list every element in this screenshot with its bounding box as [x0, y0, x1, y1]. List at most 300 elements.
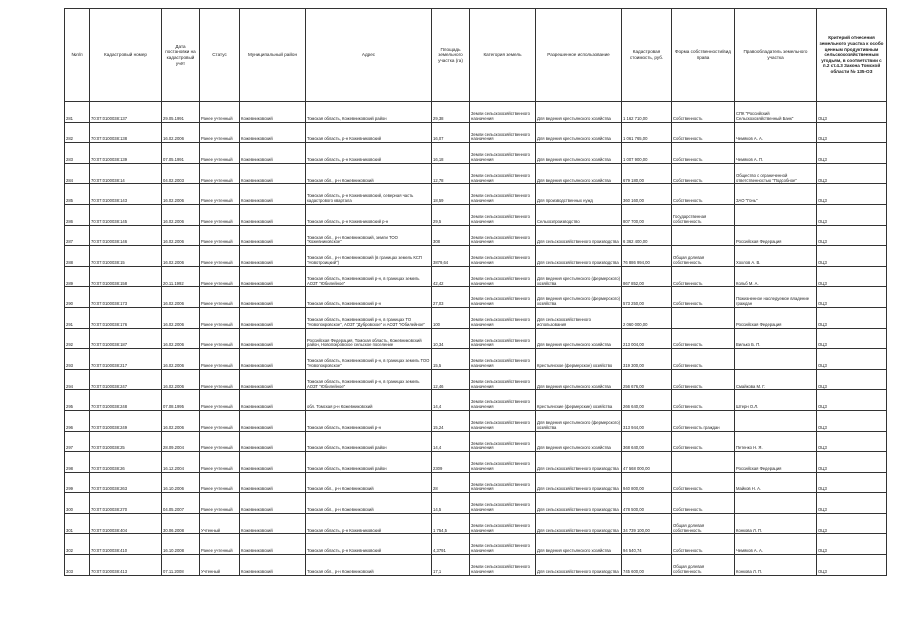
cell-land-category: Земли сельскохозяйственного назначения — [470, 266, 536, 287]
cell-criterion: ОЦЗ — [817, 513, 887, 534]
cell-number: 287 — [65, 225, 90, 246]
cell-cadastral-value: 6 362 400,00 — [622, 225, 672, 246]
cell-owner: Российская Федерация — [735, 452, 817, 473]
cell-status: Учтенный — [200, 513, 240, 534]
cell-cadastral-number: 70:07:0100038:410 — [90, 534, 162, 555]
cell-owner: Майков Н. А. — [735, 472, 817, 493]
cell-permitted-use: Для сельскохозяйственного использования — [536, 307, 622, 328]
cell-number: 301 — [65, 513, 90, 534]
cell-district: Кожевниковский — [240, 143, 306, 164]
cell-cadastral-value: 368 640,00 — [622, 431, 672, 452]
cell-number: 300 — [65, 493, 90, 514]
table-row — [65, 266, 887, 287]
cell-registration-date: 16.02.2006 — [162, 349, 200, 370]
cell-address: Томская область, Кожевниковский р-н, в границах земель ТОО "Новопокровское" — [306, 349, 432, 370]
cell-criterion: ОЦЗ — [817, 143, 887, 164]
cell-ownership — [672, 452, 735, 473]
cell-number: 288 — [65, 246, 90, 267]
cell-status: Ранее учтенный — [200, 431, 240, 452]
cell-cadastral-number: 70:07:0100038:247 — [90, 369, 162, 390]
cell-permitted-use: Для ведения крестьянского хозяйства — [536, 369, 622, 390]
cell-land-category: Земли сельскохозяйственного назначения — [470, 472, 536, 493]
cell-land-category: Земли сельскохозяйственного назначения — [470, 369, 536, 390]
cell-area: 16,18 — [432, 143, 470, 164]
cell-land-category: Земли сельскохозяйственного назначения — [470, 102, 536, 123]
cell-land-category: Земли сельскохозяйственного назначения — [470, 513, 536, 534]
land-parcels-table — [64, 8, 887, 576]
cell-status: Ранее учтенный — [200, 390, 240, 411]
cell-criterion: ОЦЗ — [817, 328, 887, 349]
cell-owner: Конкова Л. П. — [735, 513, 817, 534]
cell-ownership: Собственность — [672, 122, 735, 143]
cell-district: Кожевниковский — [240, 246, 306, 267]
cell-status: Ранее учтенный — [200, 534, 240, 555]
cell-cadastral-value: 76 886 994,00 — [622, 246, 672, 267]
cell-land-category: Земли сельскохозяйственного назначения — [470, 225, 536, 246]
table-header-row — [65, 9, 887, 102]
cell-owner: Общество с ограниченной ответственностью "Подсобное" — [735, 163, 817, 184]
cell-permitted-use: Для сельскохозяйственного производства — [536, 225, 622, 246]
cell-district: Кожевниковский — [240, 163, 306, 184]
cell-registration-date: 16.02.2006 — [162, 328, 200, 349]
cell-address: Томская область, р-н Кожевниковский, северная часть кадастрового квартала — [306, 184, 432, 205]
cell-cadastral-value: 807 700,00 — [622, 204, 672, 225]
cell-land-category: Земли сельскохозяйственного назначения — [470, 143, 536, 164]
cell-cadastral-value: 47 568 000,00 — [622, 452, 672, 473]
cell-area: 12,78 — [432, 163, 470, 184]
cell-number: 282 — [65, 122, 90, 143]
cell-area: 28 — [432, 472, 470, 493]
cell-owner: ЗАО "Гонь" — [735, 184, 817, 205]
cell-number: 297 — [65, 431, 90, 452]
cell-district: Кожевниковский — [240, 328, 306, 349]
cell-number: 294 — [65, 369, 90, 390]
cell-cadastral-number: 70:07:0100038:217 — [90, 349, 162, 370]
cell-owner: СПК "Российский Сельскохозяйственный Банк" — [735, 102, 817, 123]
table-body — [65, 102, 887, 576]
cell-number: 291 — [65, 307, 90, 328]
cell-criterion: ОЦЗ — [817, 369, 887, 390]
col-header-status: Статус — [200, 9, 240, 102]
cell-number: 292 — [65, 328, 90, 349]
cell-criterion: ОЦЗ — [817, 555, 887, 576]
cell-district: Кожевниковский — [240, 513, 306, 534]
cell-area: 3879,64 — [432, 246, 470, 267]
cell-ownership: Собственность — [672, 534, 735, 555]
cell-owner: Петенко Н. Я. — [735, 431, 817, 452]
cell-address: Томская область, Кожевниковский район — [306, 431, 432, 452]
col-header-cadastral-number: Кадастровый номер — [90, 9, 162, 102]
cell-status: Ранее учтенный — [200, 143, 240, 164]
cell-ownership: Собственность — [672, 431, 735, 452]
cell-permitted-use: Для ведения крестьянского (фермерского) хозяйства — [536, 266, 622, 287]
cell-cadastral-value: 1 162 710,00 — [622, 102, 672, 123]
cell-land-category: Земли сельскохозяйственного назначения — [470, 122, 536, 143]
cell-status: Ранее учтенный — [200, 225, 240, 246]
cell-cadastral-number: 70:07:0100038:146 — [90, 225, 162, 246]
cell-address: Российская Федерация, Томская область, Кожевниковский район, Новопокровское сельское поселение — [306, 328, 432, 349]
cell-land-category: Земли сельскохозяйственного назначения — [470, 410, 536, 431]
table-row — [65, 102, 887, 123]
cell-cadastral-number: 70:07:0100038:15 — [90, 246, 162, 267]
cell-permitted-use: Для сельскохозяйственного производства — [536, 513, 622, 534]
cell-district: Кожевниковский — [240, 184, 306, 205]
table-row — [65, 163, 887, 184]
col-header-land-category: Категория земель — [470, 9, 536, 102]
cell-ownership: Собственность граждан — [672, 410, 735, 431]
cell-address: Томская область, р-н Кожевниковский р-н — [306, 204, 432, 225]
cell-area: 27,03 — [432, 287, 470, 308]
cell-criterion: ОЦЗ — [817, 349, 887, 370]
cell-ownership: Собственность — [672, 143, 735, 164]
col-header-ownership: Форма собственности/вид права — [672, 9, 735, 102]
table-row — [65, 493, 887, 514]
cell-district: Кожевниковский — [240, 225, 306, 246]
cell-ownership: Собственность — [672, 472, 735, 493]
table-row — [65, 184, 887, 205]
cell-address: Томская область, р-н Кожевниковский — [306, 534, 432, 555]
cell-owner: Конкова Л. П. — [735, 555, 817, 576]
cell-criterion: ОЦЗ — [817, 287, 887, 308]
cell-area: 16,07 — [432, 122, 470, 143]
cell-owner: Российская Федерация — [735, 225, 817, 246]
cell-cadastral-number: 70:07:0100038:187 — [90, 328, 162, 349]
cell-permitted-use: Для ведения крестьянского (фермерского) хозяйства — [536, 410, 622, 431]
cell-permitted-use: Для ведения крестьянского хозяйства — [536, 328, 622, 349]
cell-ownership — [672, 225, 735, 246]
cell-status: Ранее учтенный — [200, 204, 240, 225]
cell-cadastral-value: 2 060 000,00 — [622, 307, 672, 328]
cell-cadastral-value: 1 061 765,00 — [622, 122, 672, 143]
cell-area: 12,46 — [432, 369, 470, 390]
cell-area: 42,42 — [432, 266, 470, 287]
cell-cadastral-value: 266 640,00 — [622, 390, 672, 411]
cell-registration-date: 29.05.1991 — [162, 102, 200, 123]
cell-registration-date: 20.11.1992 — [162, 266, 200, 287]
cell-number: 299 — [65, 472, 90, 493]
cell-owner: Чемяков А. А. — [735, 534, 817, 555]
cell-address: Томская область, Кожевниковский р-н — [306, 410, 432, 431]
cell-registration-date: 16.02.2006 — [162, 369, 200, 390]
cell-ownership: Собственность — [672, 287, 735, 308]
cell-registration-date: 16.02.2006 — [162, 225, 200, 246]
cell-cadastral-number: 70:07:0100038:263 — [90, 472, 162, 493]
cell-area: 100 — [432, 307, 470, 328]
cell-registration-date: 07.05.1991 — [162, 143, 200, 164]
table-row — [65, 122, 887, 143]
cell-cadastral-number: 70:07:0100038:413 — [90, 555, 162, 576]
cell-number: 296 — [65, 410, 90, 431]
cell-criterion: ОЦЗ — [817, 102, 887, 123]
cell-registration-date: 16.02.2006 — [162, 122, 200, 143]
cell-owner: Вилько Б. П. — [735, 328, 817, 349]
cell-ownership: Собственность — [672, 266, 735, 287]
cell-owner — [735, 204, 817, 225]
cell-status: Ранее учтенный — [200, 349, 240, 370]
cell-registration-date: 16.02.2006 — [162, 246, 200, 267]
cell-cadastral-value: 94 540,74 — [622, 534, 672, 555]
cell-number: 289 — [65, 266, 90, 287]
cell-land-category: Земли сельскохозяйственного назначения — [470, 163, 536, 184]
cell-cadastral-number: 70:07:0100038:14 — [90, 163, 162, 184]
cell-address: Томская область, Кожевниковский район — [306, 452, 432, 473]
cell-district: Кожевниковский — [240, 307, 306, 328]
cell-permitted-use: Для ведения крестьянского хозяйства — [536, 122, 622, 143]
cell-district: Кожевниковский — [240, 349, 306, 370]
cell-land-category: Земли сельскохозяйственного назначения — [470, 349, 536, 370]
cell-district: Кожевниковский — [240, 555, 306, 576]
cell-permitted-use: Для сельскохозяйственного производства — [536, 555, 622, 576]
cell-district: Кожевниковский — [240, 431, 306, 452]
col-header-address: Адрес — [306, 9, 432, 102]
cell-status: Ранее учтенный — [200, 163, 240, 184]
cell-criterion: ОЦЗ — [817, 452, 887, 473]
table-row — [65, 390, 887, 411]
cell-criterion: ОЦЗ — [817, 410, 887, 431]
col-header-cadastral-value: Кадастровая стоимость, руб. — [622, 9, 672, 102]
cell-criterion: ОЦЗ — [817, 534, 887, 555]
cell-owner: Смайкова М. Г. — [735, 369, 817, 390]
cell-status: Ранее учтенный — [200, 246, 240, 267]
cell-cadastral-value: 1 007 900,00 — [622, 143, 672, 164]
cell-status: Ранее учтенный — [200, 266, 240, 287]
cell-address: Томская обл., р-н Кожевниковский, земли ТОО "Кожевниковское" — [306, 225, 432, 246]
cell-permitted-use: Крестьянское (фермерское) хозяйство — [536, 349, 622, 370]
cell-registration-date: 30.06.2008 — [162, 513, 200, 534]
cell-owner: Штерн О.Л. — [735, 390, 817, 411]
table-row — [65, 349, 887, 370]
cell-ownership: Собственность — [672, 102, 735, 123]
cell-area: 17,1 — [432, 555, 470, 576]
cell-permitted-use: Для сельскохозяйственного производства — [536, 246, 622, 267]
cell-permitted-use: Для ведения крестьянского (фермерского) хозяйства — [536, 287, 622, 308]
cell-number: 286 — [65, 204, 90, 225]
table-row — [65, 534, 887, 555]
cell-ownership: Общая долевая собственность — [672, 555, 735, 576]
cell-owner: Пожизненное наследуемое владение граждан — [735, 287, 817, 308]
cell-registration-date: 07.11.2008 — [162, 555, 200, 576]
cell-address: Томская обл., р-н Кожевниковский — [306, 472, 432, 493]
cell-cadastral-number: 70:07:0100038:137 — [90, 102, 162, 123]
cell-area: 18,59 — [432, 184, 470, 205]
cell-status: Ранее учтенный — [200, 287, 240, 308]
cell-address: Томская область, р-н Кожевниковский — [306, 122, 432, 143]
cell-address: Томская область, Кожевниковский р-н, в границах ТО "Новопокровское", АОЗТ "Дубровское" и АОЗТ "Юбилейное" — [306, 307, 432, 328]
cell-ownership: Собственность — [672, 349, 735, 370]
cell-cadastral-number: 70:07:0100038:173 — [90, 287, 162, 308]
cell-owner: Российская Федерация — [735, 307, 817, 328]
cell-cadastral-value: 256 676,00 — [622, 369, 672, 390]
cell-address: Томская область, Кожевниковский р-н — [306, 287, 432, 308]
table-row — [65, 246, 887, 267]
cell-permitted-use: Для ведения крестьянского хозяйства — [536, 102, 622, 123]
cell-area: 308 — [432, 225, 470, 246]
cell-registration-date: 16.12.2004 — [162, 452, 200, 473]
cell-status: Ранее учтенный — [200, 369, 240, 390]
cell-number: 295 — [65, 390, 90, 411]
cell-area: 1 754,5 — [432, 513, 470, 534]
cell-permitted-use: Для производственных нужд — [536, 184, 622, 205]
cell-number: 303 — [65, 555, 90, 576]
cell-district: Кожевниковский — [240, 534, 306, 555]
cell-status: Ранее учтенный — [200, 102, 240, 123]
cell-number: 283 — [65, 143, 90, 164]
col-header-number: №п/п — [65, 9, 90, 102]
cell-district: Кожевниковский — [240, 390, 306, 411]
cell-district: Кожевниковский — [240, 122, 306, 143]
cell-criterion: ОЦЗ — [817, 163, 887, 184]
cell-ownership: Собственность — [672, 369, 735, 390]
cell-cadastral-value: 745 600,00 — [622, 555, 672, 576]
cell-cadastral-number: 70:07:0100038:249 — [90, 410, 162, 431]
cell-owner: Чемяков А. А. — [735, 122, 817, 143]
cell-cadastral-value: 319 300,00 — [622, 349, 672, 370]
col-header-criterion: Критерий отнесения земельного участка к особо ценным продуктивным сельскохозяйственным угодьям, в соответствии с п.2 ст.4.3 Закона Томской области № 135-ОЗ — [817, 9, 887, 102]
cell-ownership: Собственность — [672, 163, 735, 184]
table-row — [65, 143, 887, 164]
cell-permitted-use: Для ведения крестьянского хозяйства — [536, 163, 622, 184]
cell-land-category: Земли сельскохозяйственного назначения — [470, 390, 536, 411]
cell-district: Кожевниковский — [240, 369, 306, 390]
cell-area: 14,4 — [432, 390, 470, 411]
cell-number: 284 — [65, 163, 90, 184]
table-row — [65, 452, 887, 473]
cell-permitted-use: Крестьянские (фермерские) хозяйства — [536, 390, 622, 411]
cell-criterion: ОЦЗ — [817, 493, 887, 514]
cell-land-category: Земли сельскохозяйственного назначения — [470, 452, 536, 473]
cell-registration-date: 16.02.2006 — [162, 184, 200, 205]
cell-land-category: Земли сельскохозяйственного назначения — [470, 184, 536, 205]
table-row — [65, 328, 887, 349]
cell-status: Ранее учтенный — [200, 184, 240, 205]
cell-cadastral-value: 313 944,00 — [622, 410, 672, 431]
cell-ownership: Государственная собственность — [672, 204, 735, 225]
cell-cadastral-value: 867 852,00 — [622, 266, 672, 287]
cell-district: Кожевниковский — [240, 287, 306, 308]
cell-ownership — [672, 307, 735, 328]
cell-registration-date: 28.09.2004 — [162, 431, 200, 452]
cell-permitted-use: Сельхозпроизводство — [536, 204, 622, 225]
cell-land-category: Земли сельскохозяйственного назначения — [470, 493, 536, 514]
table-row — [65, 410, 887, 431]
table-row — [65, 225, 887, 246]
cell-cadastral-value: 478 500,00 — [622, 493, 672, 514]
cell-owner: Хохлов А. В. — [735, 246, 817, 267]
cell-address: Томская обл., р-н Кожевниковский (в границах земель КСП "Новотроицкий") — [306, 246, 432, 267]
cell-area: 4,3791 — [432, 534, 470, 555]
cell-land-category: Земли сельскохозяйственного назначения — [470, 328, 536, 349]
cell-status: Ранее учтенный — [200, 122, 240, 143]
cell-district: Кожевниковский — [240, 493, 306, 514]
cell-ownership: Собственность — [672, 493, 735, 514]
cell-ownership: Общая долевая собственность — [672, 513, 735, 534]
cell-status: Ранее учтенный — [200, 452, 240, 473]
table-row — [65, 472, 887, 493]
cell-criterion: ОЦЗ — [817, 246, 887, 267]
cell-registration-date: 16.02.2006 — [162, 410, 200, 431]
cell-district: Кожевниковский — [240, 472, 306, 493]
spreadsheet-page — [64, 8, 886, 576]
col-header-owner: Правообладатель земельного участка — [735, 9, 817, 102]
table-row — [65, 307, 887, 328]
cell-registration-date: 04.02.2003 — [162, 163, 200, 184]
cell-area: 14,5 — [432, 493, 470, 514]
cell-cadastral-number: 70:07:0100038:138 — [90, 122, 162, 143]
cell-address: Томская обл., р-н Кожевниковский — [306, 555, 432, 576]
col-header-area: Площадь земельного участка (га) — [432, 9, 470, 102]
cell-land-category: Земли сельскохозяйственного назначения — [470, 534, 536, 555]
cell-land-category: Земли сельскохозяйственного назначения — [470, 431, 536, 452]
cell-cadastral-number: 70:07:0100038:145 — [90, 204, 162, 225]
cell-address: Томская область, Кожевниковский р-н, в границах земель АОЗТ "Юбилейное" — [306, 266, 432, 287]
cell-number: 302 — [65, 534, 90, 555]
cell-area: 29,5 — [432, 204, 470, 225]
cell-cadastral-value: 34 739 100,00 — [622, 513, 672, 534]
cell-owner: Чемяков А. П. — [735, 143, 817, 164]
table-row — [65, 287, 887, 308]
cell-cadastral-number: 70:07:0100038:404 — [90, 513, 162, 534]
cell-number: 290 — [65, 287, 90, 308]
cell-cadastral-number: 70:07:0100038:26 — [90, 452, 162, 473]
cell-registration-date: 16.10.2008 — [162, 534, 200, 555]
cell-registration-date: 16.02.2006 — [162, 287, 200, 308]
cell-area: 15,5 — [432, 349, 470, 370]
cell-area: 10,34 — [432, 328, 470, 349]
cell-area: 29,38 — [432, 102, 470, 123]
cell-criterion: ОЦЗ — [817, 225, 887, 246]
table-row — [65, 555, 887, 576]
cell-permitted-use: Для сельскохозяйственного производства — [536, 493, 622, 514]
cell-district: Кожевниковский — [240, 204, 306, 225]
cell-registration-date: 16.10.2006 — [162, 472, 200, 493]
cell-cadastral-value: 573 250,00 — [622, 287, 672, 308]
cell-area: 2309 — [432, 452, 470, 473]
cell-district: Кожевниковский — [240, 266, 306, 287]
cell-address: Томская область, р-н Кожевниковский — [306, 513, 432, 534]
cell-permitted-use: Для ведения крестьянского хозяйства — [536, 431, 622, 452]
cell-criterion: ОЦЗ — [817, 390, 887, 411]
cell-address: Томская область, Кожевниковский р-н, в границах земель АОЗТ "Юбилейное" — [306, 369, 432, 390]
cell-owner: Кольб М. А. — [735, 266, 817, 287]
cell-cadastral-number: 70:07:0100038:158 — [90, 266, 162, 287]
cell-cadastral-number: 70:07:0100038:248 — [90, 390, 162, 411]
cell-criterion: ОЦЗ — [817, 431, 887, 452]
table-row — [65, 369, 887, 390]
cell-land-category: Земли сельскохозяйственного назначения — [470, 204, 536, 225]
cell-status: Ранее учтенный — [200, 410, 240, 431]
cell-district: Кожевниковский — [240, 102, 306, 123]
cell-registration-date: 16.02.2006 — [162, 204, 200, 225]
cell-permitted-use: Для сельскохозяйственного производства — [536, 452, 622, 473]
cell-permitted-use: Для сельскохозяйственного производства — [536, 472, 622, 493]
cell-land-category: Земли сельскохозяйственного назначения — [470, 287, 536, 308]
col-header-permitted-use: Разрешенное использование — [536, 9, 622, 102]
cell-ownership: Собственность — [672, 328, 735, 349]
cell-cadastral-value: 940 800,00 — [622, 472, 672, 493]
cell-number: 293 — [65, 349, 90, 370]
table-row — [65, 204, 887, 225]
cell-number: 298 — [65, 452, 90, 473]
cell-land-category: Земли сельскохозяйственного назначения — [470, 307, 536, 328]
cell-status: Ранее учтенный — [200, 472, 240, 493]
cell-cadastral-number: 70:07:0100038:143 — [90, 184, 162, 205]
cell-district: Кожевниковский — [240, 410, 306, 431]
cell-status: Учтенный — [200, 555, 240, 576]
cell-criterion: ОЦЗ — [817, 307, 887, 328]
cell-cadastral-number: 70:07:0100038:176 — [90, 307, 162, 328]
cell-criterion: ОЦЗ — [817, 472, 887, 493]
cell-ownership: Собственность — [672, 184, 735, 205]
